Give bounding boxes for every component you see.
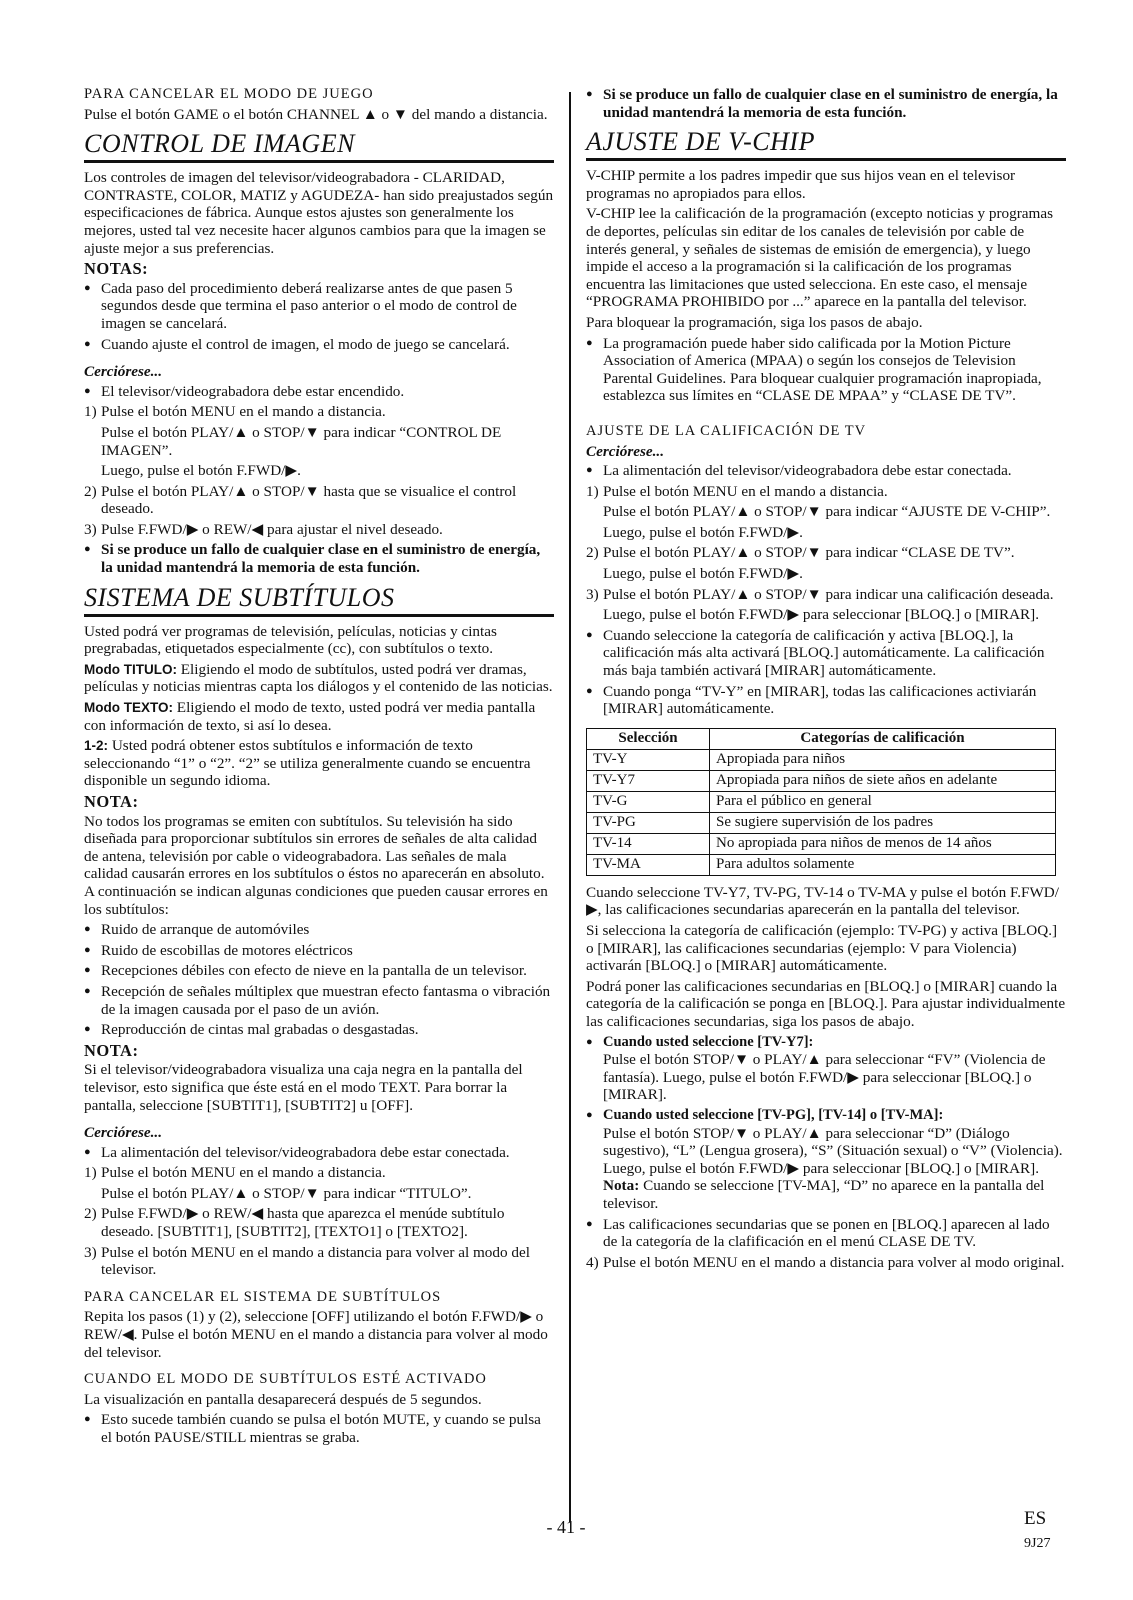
table-row [587,833,1056,854]
step-number: 1) [586,482,599,500]
memory-note: ● Si se produce un fallo de cualquier clase en el suministro de energía, la unidad mantendrá la memoria de esta función. [84,541,554,576]
subtitulos-title: SISTEMA DE SUBTÍTULOS [84,583,554,617]
step-item [84,462,554,480]
nota2-text: Si el televisor/videograbadora visualiza una caja negra en la pantalla del televisor, esto significa que éste está en el modo TEXT. Para borrar la pantalla, seleccione [SUBTIT1], [SUBTIT2] u [OFF]. [84,1061,523,1114]
list-item: ● La alimentación del televisor/videograbadora debe estar conectada. [84,1144,554,1162]
list-item: ● Cada paso del procedimiento deberá realizarse antes de que pasen 5 segundos desde que termina el paso anterior o el modo de control de imagen se cancelará. [84,280,554,333]
table-row [587,749,1056,770]
list-item: ● Recepciones débiles con efecto de nieve en la pantalla de un televisor. [84,962,554,980]
step-item [586,544,1066,562]
vchip-p2: V-CHIP lee la calificación de la programación (excepto noticias y programas de deportes, películas sin editar de los canales de televisión por cable de interés general, y señales de sistemas de emisión de emergencia), y luego impide el acceso a la programación si la calificación de los programas encuentra las limitaciones que usted selecciona. En este caso, el mensaje “PROGRAMA PROHIBIDO por ...” aparece en la pantalla del televisor. [586,205,1053,311]
step-item [84,424,554,459]
list-item: ● Ruido de escobillas de motores eléctricos [84,942,554,960]
header-seleccion: Selección [587,728,710,749]
list-item: ● El televisor/videograbadora debe estar encendido. [84,383,554,401]
step-text: Pulse F.FWD/▶ o REW/◀ para ajustar el nivel deseado. [101,520,443,538]
control-intro: Los controles de imagen del televisor/videograbadora - CLARIDAD, CONTRASTE, COLOR, MATIZ y AGUDEZA- han sido preajustados según especificaciones de fábrica. Aunque estos ajustes son generalmente los mejores, usted tal vez necesite hacer algunos cambios para que la imagen se ajuste mejor a sus preferencias. [84,169,554,257]
step-text: Pulse el botón MENU en el mando a distancia para volver al modo original. [603,1253,1065,1271]
subtitle-steps [84,1164,554,1279]
vchip-steps [586,483,1066,624]
modo-texto-label: Modo TEXTO: [84,700,173,716]
language-code: ES [1024,1508,1047,1529]
header-categorias: Categorías de calificación [710,728,1056,749]
cancel-sub-text: Repita los pasos (1) y (2), seleccione [OFF] utilizando el botón F.FWD/▶ o REW/◀. Pulse el botón MENU en el mando a distancia para volver al modo del televisor. [84,1308,548,1361]
table-cell: TV-14 [587,833,710,854]
nota-label: NOTA: [84,792,139,811]
step-item [586,1254,1066,1272]
tvpg-text: Pulse el botón STOP/▼ o PLAY/▲ para seleccionar “D” (Diálogo sugestivo), “L” (Lengua grosera), “S” (Situación sexual) o “V” (Violencia). Luego, pulse el botón F.FWD/▶ para seleccionar [BLOQ.] o [MIRAR]. [603,1124,1063,1177]
list-item: ● Cuando seleccione la categoría de calificación y activa [BLOQ.], la calificación más alta activará [BLOQ.] automáticamente. La calificación más baja también activará [MIRAR] automáticamente. [586,627,1066,680]
table-cell: TV-Y7 [587,770,710,791]
step-number: 2) [586,544,599,562]
after-table-2: Si selecciona la categoría de calificación (ejemplo: TV-PG) y activa [BLOQ.] o [MIRAR], las calificaciones secundarias (ejemplo: V para Violencia) activarán [BLOQ.] o [MIRAR] automáticamente. [586,922,1058,975]
vchip-p1: V-CHIP permite a los padres impedir que sus hijos vean en el televisor programas no apropiados para ellos. [586,167,1016,202]
step-item [586,503,1066,521]
secondary-list [586,1034,1066,1251]
step-text: Pulse el botón PLAY/▲ o STOP/▼ hasta que se visualice el control deseado. [101,482,517,518]
table-cell: TV-G [587,791,710,812]
step-text: Luego, pulse el botón F.FWD/▶ para seleccionar [BLOQ.] o [MIRAR]. [603,606,1040,624]
nota-paragraph [603,1177,1066,1212]
one-two-label: 1-2: [84,738,109,754]
list-item [586,1034,1066,1104]
step-item [586,565,1066,583]
step-text: Pulse el botón PLAY/▲ o STOP/▼ para indicar “CLASE DE TV”. [603,544,1015,562]
list-item: ● Recepción de señales múltiplex que muestran efecto fantasma o vibración de la imagen causada por el paso de un avión. [84,983,554,1018]
control-imagen-title: CONTROL DE IMAGEN [84,129,554,163]
page-number: - 41 - [546,1517,586,1537]
tvpg-label: ● Cuando usted seleccione [TV-PG], [TV-14] o [TV-MA]: [603,1106,944,1123]
step-text: Pulse el botón PLAY/▲ o STOP/▼ para indicar una calificación deseada. [603,585,1054,603]
modo-titulo-paragraph [84,661,554,696]
step-number: 1) [84,1164,97,1182]
table-header-row [587,728,1056,749]
step-text: Luego, pulse el botón F.FWD/▶. [603,565,803,583]
list-item [586,1107,1066,1213]
step-item [84,1244,554,1279]
control-steps [84,403,554,538]
step-item [84,1164,554,1182]
step-number: 3) [84,520,97,538]
step-item [84,1185,554,1203]
step-bullets [586,627,1066,718]
list-item: ● La programación puede haber sido calificada por la Motion Picture Association of America (MPAA) o según los consejos de Television Parental Guidelines. Para bloquear cualquier programación inapropiada, establezca sus límites en “CLASE DE MPAA” y “CLASE DE TV”. [586,335,1066,405]
step-item [84,1205,554,1240]
after-table-3: Podrá poner las calificaciones secundarias en [BLOQ.] o [MIRAR] cuando la categoría de la calificación se ponga en [BLOQ.]. Para ajustar individualmente las calificaciones secundarias, siga los pasos de abajo. [586,977,1066,1030]
table-cell: TV-Y [587,749,710,770]
tvy7-label: ● Cuando usted seleccione [TV-Y7]: [603,1033,814,1050]
step-text: Pulse F.FWD/▶ o REW/◀ hasta que aparezca el menúde subtítulo deseado. [SUBTIT1], [SUBTIT2], [TEXTO1] o [TEXTO2]. [101,1205,505,1241]
ciertese-label: Cerciórese... [586,442,665,460]
list-item: ● Cuando ponga “TV-Y” en [MIRAR], todas las calificaciones activiarán [MIRAR] automáticamente. [586,683,1066,718]
right-column [586,86,1066,1274]
table-cell: Para adultos solamente [710,854,1056,875]
rating-table [586,728,1056,876]
tvy7-text: Pulse el botón STOP/▼ o PLAY/▲ para seleccionar “FV” (Violencia de fantasía). Luego, pulse el botón F.FWD/▶ para seleccionar [BLOQ.] o [MIRAR]. [603,1051,1046,1104]
cancel-sub-heading: PARA CANCELAR EL SISTEMA DE SUBTÍTULOS [84,1288,442,1305]
subtitle-intro: Usted podrá ver programas de televisión, películas, noticias y cintas pregrabadas, etiquetados especialmente (cc), con subtítulos o texto. [84,622,497,658]
step-text: Pulse el botón MENU en el mando a distancia para volver al modo del televisor. [101,1243,530,1279]
list-item: ● Las calificaciones secundarias que se ponen en [BLOQ.] aparecen al lado de la categoría de la clafificación en el menú CLASE DE TV. [586,1216,1066,1251]
step-item [586,586,1066,604]
step-item [84,521,554,539]
step-item [586,483,1066,501]
table-row [587,791,1056,812]
active-text: La visualización en pantalla desaparecerá después de 5 segundos. [84,1390,482,1408]
after-table-1: Cuando seleccione TV-Y7, TV-PG, TV-14 o TV-MA y pulse el botón F.FWD/▶, las calificaciones secundarias aparecerán en la pantalla del televisor. [586,883,1059,919]
column-divider [569,92,571,1522]
list-item: ● Reproducción de cintas mal grabadas o desgastadas. [84,1021,554,1039]
left-column [84,86,554,1450]
table-cell: TV-PG [587,812,710,833]
table-cell: TV-MA [587,854,710,875]
nota-text: No todos los programas se emiten con subtítulos. Su televisión ha sido diseñada para proporcionar subtítulos sin errores de señales de alta calidad de antena, televisión por cable o videograbadora. Las señales de mala calidad causarán errores en los subtítulos o éstos no aparecerán en absoluto. A continuación se indican algunas condiciones que pueden causar errores en los subtítulos: [84,812,548,918]
memory-note-list-right [586,86,1066,121]
table-row [587,812,1056,833]
cancel-game-text: Pulse el botón GAME o el botón CHANNEL ▲ o ▼ del mando a distancia. [84,105,548,123]
active-list [84,1411,554,1446]
notas-label: NOTAS: [84,259,149,279]
list-item: ● Ruido de arranque de automóviles [84,921,554,939]
step-text: Pulse el botón MENU en el mando a distancia. [603,482,888,500]
table-cell: Para el público en general [710,791,1056,812]
active-heading: CUANDO EL MODO DE SUBTÍTULOS ESTÉ ACTIVADO [84,1371,487,1388]
ciertese2-label: Cerciórese... [84,1124,163,1142]
step-text: Luego, pulse el botón F.FWD/▶. [603,523,803,541]
tv-rating-heading: AJUSTE DE LA CALIFICACIÓN DE TV [586,422,867,439]
step-number: 3) [84,1243,97,1261]
list-item: ● Cuando ajuste el control de imagen, el modo de juego se cancelará. [84,336,554,354]
table-row [587,770,1056,791]
step-number: 1) [84,403,97,421]
table-cell: Apropiada para niños de siete años en adelante [710,770,1056,791]
nota-text: Cuando se seleccione [TV-MA], “D” no aparece en la pantalla del televisor. [603,1177,1045,1212]
document-code: 9J27 [1024,1536,1051,1551]
step-text: Pulse el botón MENU en el mando a distancia. [101,403,386,421]
notas-list [84,280,554,353]
list-item: ● La alimentación del televisor/videograbadora debe estar conectada. [586,462,1066,480]
ciertese2-list [84,1144,554,1162]
list-item: ● Esto sucede también cuando se pulsa el botón MUTE, y cuando se pulsa el botón PAUSE/STILL mientras se graba. [84,1411,554,1446]
table-row [587,854,1056,875]
ciertese-list [84,383,554,401]
modo-texto-text: Eligiendo el modo de texto, usted podrá ver media pantalla con información de texto, si así lo desea. [84,699,536,734]
modo-titulo-text: Eligiendo el modo de subtítulos, usted podrá ver dramas, películas y noticias mientras capta los diálogos y el contenido de las noticias. [84,660,553,696]
table-cell: Se sugiere supervisión de los padres [710,812,1056,833]
vchip-p3: Para bloquear la programación, siga los pasos de abajo. [586,313,923,331]
step-item [586,524,1066,542]
modo-texto-paragraph [84,699,554,734]
table-cell: No apropiada para niños de menos de 14 años [710,833,1056,854]
modo-titulo-label: Modo TITULO: [84,661,177,677]
memory-note: ● Si se produce un fallo de cualquier clase en el suministro de energía, la unidad mantendrá la memoria de esta función. [586,86,1066,121]
ciertese-list [586,462,1066,480]
one-two-paragraph [84,737,554,790]
table-cell: Apropiada para niños [710,749,1056,770]
step-item [84,403,554,421]
step-item [586,606,1066,624]
memory-note-list [84,541,554,576]
step-text: Pulse el botón PLAY/▲ o STOP/▼ para indicar “CONTROL DE IMAGEN”. [101,423,502,459]
step-item [84,483,554,518]
vchip-list [586,335,1066,405]
step-text: Luego, pulse el botón F.FWD/▶. [101,462,301,480]
step-number: 2) [84,1205,97,1223]
ciertese-label: Cerciórese... [84,363,163,381]
one-two-text: Usted podrá obtener estos subtítulos e información de texto seleccionando “1” o “2”. “2” se utiliza generalmente cuando se encuentra disponible un segundo idioma. [84,737,531,790]
step-number: 3) [586,585,599,603]
vchip-title: AJUSTE DE V-CHIP [586,127,1066,161]
step-number: 4) [586,1253,599,1271]
step-text: Pulse el botón PLAY/▲ o STOP/▼ para indicar “AJUSTE DE V-CHIP”. [603,503,1051,521]
step-number: 2) [84,482,97,500]
nota-label: Nota: [603,1177,640,1195]
step-text: Pulse el botón PLAY/▲ o STOP/▼ para indicar “TITULO”. [101,1184,472,1202]
step-text: Pulse el botón MENU en el mando a distancia. [101,1164,386,1182]
cancel-game-heading: PARA CANCELAR EL MODO DE JUEGO [84,86,374,102]
errors-list [84,921,554,1039]
nota2-label: NOTA: [84,1040,139,1060]
